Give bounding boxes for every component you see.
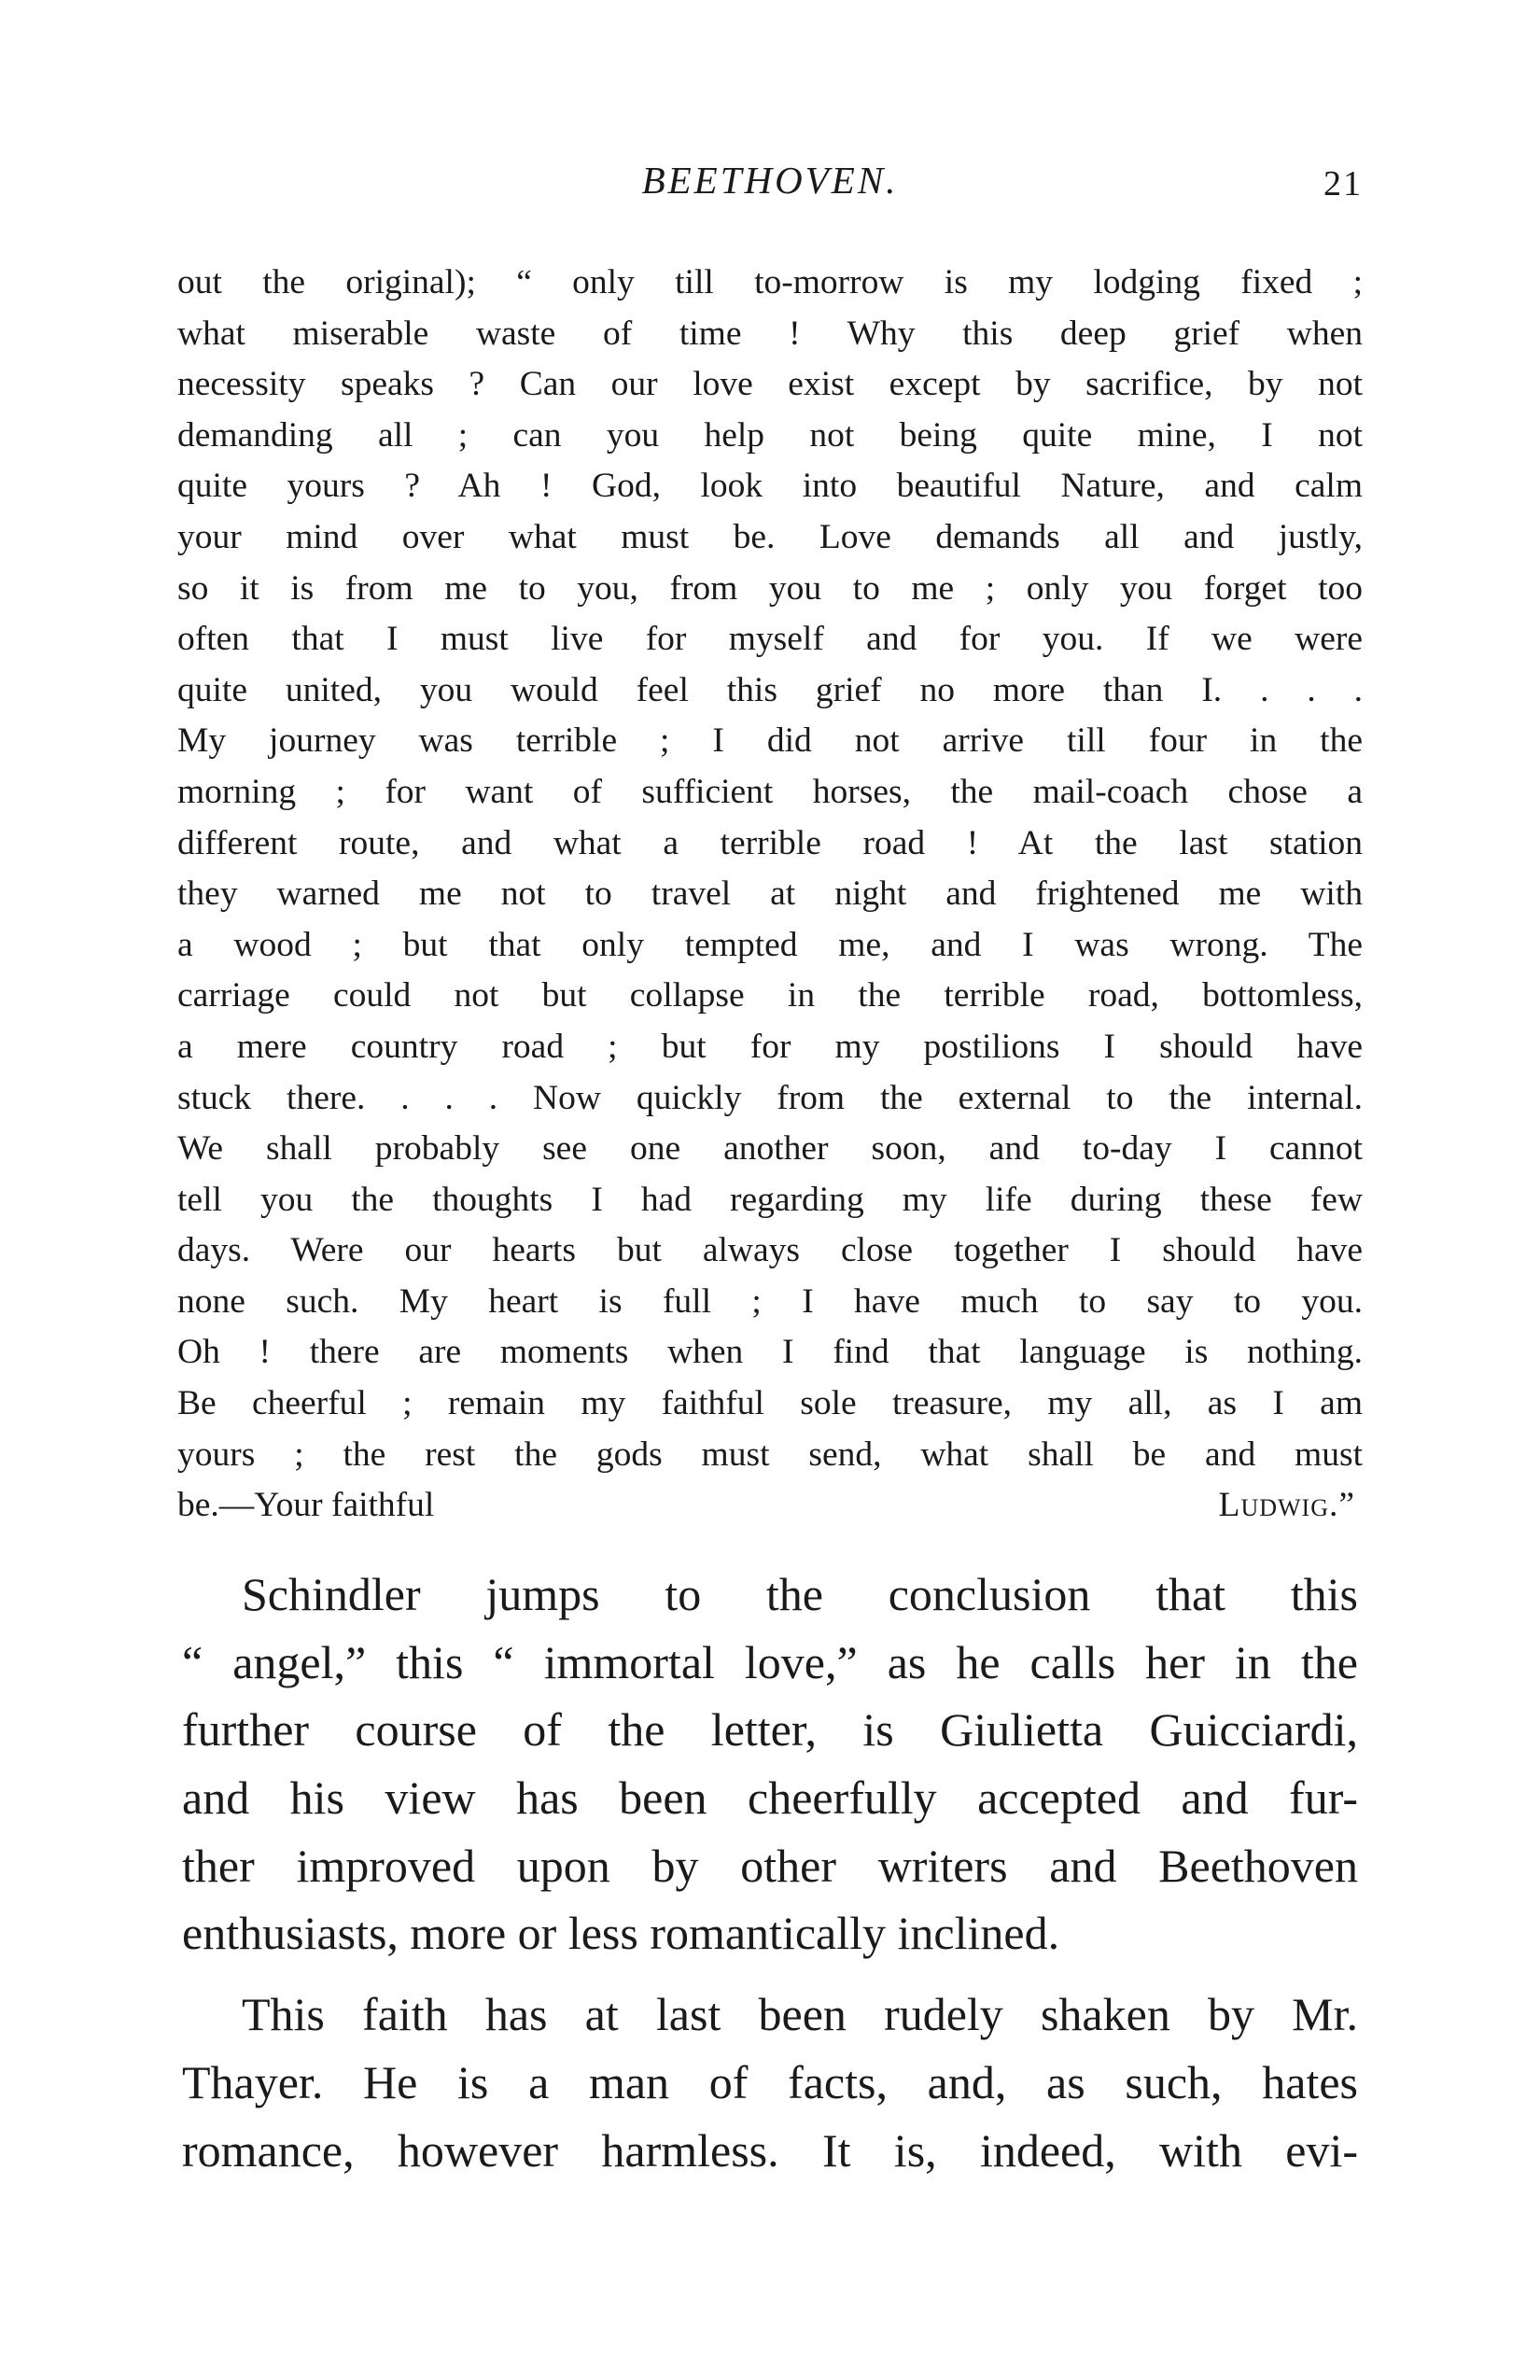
- body-text: [182, 1561, 1358, 2184]
- letter-line: My journey was terrible ; I did not arrive till four in the: [177, 721, 1363, 761]
- paragraph-line: Thayer. He is a man of facts, and, as such, hates: [182, 2055, 1358, 2108]
- letter-line: morning ; for want of sufficient horses, the mail-coach chose a: [177, 772, 1363, 811]
- letter-line: often that I must live for myself and for you. If we were: [177, 620, 1363, 659]
- letter-line: quite yours ? Ah ! God, look into beautiful Nature, and calm: [177, 467, 1363, 506]
- letter-line: We shall probably see one another soon, and to-day I cannot: [177, 1129, 1363, 1169]
- letter-line: what miserable waste of time ! Why this deep grief when: [177, 314, 1363, 353]
- letter-line: demanding all ; can you help not being quite mine, I not: [177, 415, 1363, 455]
- letter-line: days. Were our hearts but always close together I should have: [177, 1231, 1363, 1270]
- letter-line: different route, and what a terrible road ! At the last station: [177, 823, 1363, 862]
- running-header: [177, 157, 1363, 203]
- letter-line: yours ; the rest the gods must send, what shall be and must: [177, 1435, 1363, 1474]
- letter-line: your mind over what must be. Love demands all and justly,: [177, 517, 1363, 556]
- letter-quotation: [177, 258, 1363, 1532]
- letter-closing: be.—Your faithful: [177, 1486, 435, 1525]
- page-number: 21: [1323, 164, 1363, 203]
- paragraph-line: and his view has been cheerfully accepted and fur-: [182, 1771, 1358, 1825]
- letter-line: a mere country road ; but for my postilions I should have: [177, 1027, 1363, 1066]
- letter-line: Be cheerful ; remain my faithful sole treasure, my all, as I am: [177, 1384, 1363, 1423]
- paragraph-line: enthusiasts, more or less romantically inclined.: [182, 1907, 1060, 1960]
- letter-line: tell you the thoughts I had regarding my life during these few: [177, 1180, 1363, 1219]
- letter-line: necessity speaks ? Can our love exist except by sacrifice, by not: [177, 365, 1363, 404]
- letter-line: a wood ; but that only tempted me, and I was wrong. The: [177, 925, 1363, 964]
- paragraph-line: ther improved upon by other writers and Beethoven: [182, 1839, 1358, 1892]
- paragraph-line: Schindler jumps to the conclusion that this: [242, 1568, 1358, 1620]
- letter-line: quite united, you would feel this grief no more than I. . . .: [177, 670, 1363, 709]
- letter-signoff: [177, 1480, 1363, 1532]
- letter-line: Oh ! there are moments when I find that language is nothing.: [177, 1333, 1363, 1372]
- letter-line: stuck there. . . . Now quickly from the external to the internal.: [177, 1078, 1363, 1117]
- letter-line: so it is from me to you, from you to me ; only you forget too: [177, 568, 1363, 608]
- paragraph-line: “ angel,” this “ immortal love,” as he calls her in the: [182, 1635, 1358, 1688]
- paragraph-line: romance, however harmless. It is, indeed, with evi-: [182, 2123, 1358, 2177]
- letter-line: out the original); “ only till to-morrow is my lodging fixed ;: [177, 263, 1363, 301]
- letter-line: carriage could not but collapse in the terrible road, bottomless,: [177, 976, 1363, 1015]
- letter-line: none such. My heart is full ; I have much to say to you.: [177, 1281, 1363, 1321]
- letter-signature: Ludwig.”: [1218, 1486, 1355, 1525]
- running-title: BEETHOVEN.: [641, 159, 899, 202]
- paragraph-line: This faith has at last been rudely shaken by Mr.: [242, 1988, 1358, 2041]
- letter-line: they warned me not to travel at night and frightened me with: [177, 875, 1363, 914]
- paragraph-line: further course of the letter, is Giulietta Guicciardi,: [182, 1703, 1358, 1757]
